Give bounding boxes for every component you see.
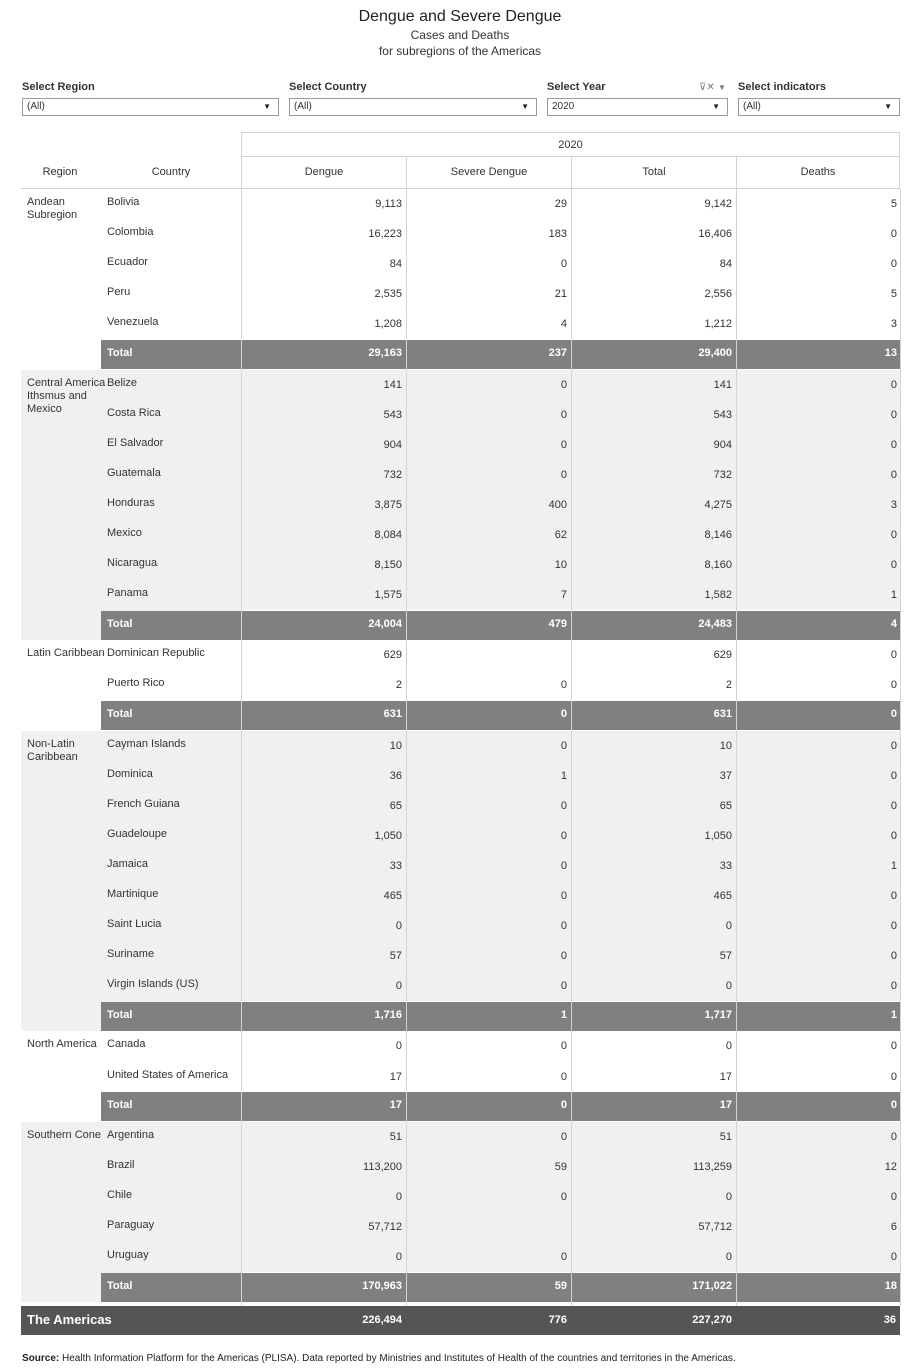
deaths-value: 0 — [890, 920, 897, 933]
severe-dengue-value: 7 — [560, 589, 567, 602]
deaths-value: 0 — [890, 649, 897, 662]
severe-dengue-value: 0 — [560, 438, 567, 451]
chevron-down-icon: ▼ — [712, 102, 720, 111]
table-row — [0, 670, 914, 700]
dengue-value: 17 — [389, 1070, 402, 1083]
table-row — [0, 430, 914, 460]
year-select[interactable] — [547, 98, 728, 116]
severe-dengue-value: 0 — [560, 980, 567, 993]
subtotal-severe-dengue: 0 — [560, 1099, 567, 1112]
table-row — [0, 550, 914, 580]
country-name: Venezuela — [107, 316, 159, 329]
country-name: Dominican Republic — [107, 647, 205, 660]
severe-dengue-value: 0 — [560, 829, 567, 842]
subtotal-deaths: 0 — [890, 1099, 897, 1112]
total-value: 1,050 — [704, 829, 732, 842]
table-row — [0, 761, 914, 791]
total-value: 629 — [713, 649, 732, 662]
dengue-value: 629 — [383, 649, 402, 662]
region-select-value: (All) — [27, 101, 45, 112]
country-name: Bolivia — [107, 196, 140, 208]
dengue-value: 65 — [389, 799, 402, 812]
deaths-value: 0 — [890, 468, 897, 481]
dengue-value: 732 — [383, 468, 402, 481]
deaths-value: 0 — [890, 1130, 897, 1143]
total-value: 543 — [713, 408, 732, 421]
total-value: 732 — [713, 468, 732, 481]
dengue-value: 0 — [395, 1040, 402, 1053]
total-value: 465 — [713, 890, 732, 902]
chevron-down-icon: ▼ — [884, 102, 892, 111]
subtotal-dengue: 170,963 — [362, 1279, 402, 1292]
indicators-filter-label: Select indicators — [738, 81, 827, 93]
subtotal-deaths: 18 — [884, 1279, 897, 1292]
dengue-value: 2,535 — [374, 288, 402, 301]
country-name: Virgin Islands (US) — [107, 978, 199, 991]
severe-dengue-value: 59 — [554, 1160, 567, 1173]
table-row — [0, 1122, 914, 1152]
severe-dengue-value: 0 — [560, 920, 567, 933]
subtotal-row — [101, 340, 900, 369]
severe-dengue-column-header: Severe Dengue — [406, 157, 571, 189]
year-select-value: 2020 — [552, 101, 575, 112]
table-row — [0, 189, 914, 219]
country-name: Canada — [107, 1038, 146, 1051]
subtotal-dengue: 17 — [389, 1099, 402, 1112]
region-label: Non-Latin Caribbean — [27, 737, 78, 763]
total-value: 141 — [713, 378, 732, 391]
total-value: 113,259 — [693, 1160, 732, 1173]
subtotal-severe-dengue: 0 — [560, 708, 567, 720]
table-row — [0, 791, 914, 821]
country-select-value: (All) — [294, 101, 312, 112]
table-row — [0, 1212, 914, 1242]
deaths-column-header: Deaths — [736, 157, 900, 189]
severe-dengue-value: 29 — [554, 198, 567, 210]
column-divider — [241, 189, 242, 1306]
subtotal-deaths: 13 — [884, 347, 897, 359]
deaths-value: 3 — [890, 498, 897, 511]
deaths-value: 0 — [890, 679, 897, 692]
dengue-value: 543 — [383, 408, 402, 421]
country-select[interactable] — [289, 98, 537, 116]
table-row — [0, 370, 914, 400]
deaths-value: 6 — [890, 1220, 897, 1233]
region-label: Central America Ithsmus and Mexico — [27, 376, 106, 415]
severe-dengue-value: 0 — [560, 1040, 567, 1053]
table-row — [0, 309, 914, 339]
table-row — [0, 971, 914, 1001]
total-value: 8,160 — [704, 559, 732, 572]
severe-dengue-value: 0 — [560, 859, 567, 872]
total-value: 2 — [725, 679, 732, 692]
table-row — [0, 460, 914, 490]
total-value: 0 — [725, 980, 732, 993]
column-divider — [571, 189, 572, 1306]
dengue-value: 3,875 — [374, 498, 402, 511]
year-header: 2020 — [241, 132, 900, 157]
country-name: French Guiana — [107, 797, 180, 810]
column-divider — [900, 189, 901, 1306]
country-name: Colombia — [107, 226, 154, 239]
country-name: Paraguay — [107, 1218, 155, 1231]
dengue-value: 0 — [395, 920, 402, 933]
total-value: 51 — [719, 1130, 732, 1143]
indicators-select-value: (All) — [743, 101, 761, 112]
table-row — [0, 1031, 914, 1061]
filter-clear-icon[interactable]: ⊽✕ — [699, 82, 715, 93]
dengue-value: 57 — [389, 950, 402, 963]
severe-dengue-value: 183 — [548, 228, 567, 241]
filter-bar — [0, 80, 914, 120]
country-name: Guatemala — [107, 466, 161, 479]
grand-total-dengue: 226,494 — [362, 1314, 402, 1326]
table-row — [0, 911, 914, 941]
severe-dengue-value: 0 — [560, 1190, 567, 1203]
subtotal-label: Total — [107, 708, 133, 720]
dengue-value: 1,208 — [374, 318, 402, 331]
subtotal-label: Total — [107, 1099, 133, 1112]
subtotal-deaths: 4 — [890, 617, 897, 630]
subtotal-dengue: 29,163 — [368, 347, 402, 359]
subtotal-row — [101, 611, 900, 640]
country-name: Costa Rica — [107, 406, 161, 419]
subtotal-row — [101, 1092, 900, 1121]
subtotal-label: Total — [107, 347, 133, 359]
country-name: Puerto Rico — [107, 677, 165, 690]
total-value: 8,146 — [704, 529, 732, 541]
region-label: North America — [27, 1038, 97, 1051]
severe-dengue-value: 0 — [560, 799, 567, 812]
chevron-down-icon: ▼ — [521, 102, 529, 111]
deaths-value: 0 — [890, 1040, 897, 1053]
table-row — [0, 249, 914, 279]
total-value: 0 — [725, 1190, 732, 1203]
total-column-header: Total — [571, 157, 736, 189]
country-name: Peru — [107, 286, 131, 299]
region-filter-label: Select Region — [22, 81, 95, 93]
deaths-value: 0 — [890, 890, 897, 902]
table-row — [0, 520, 914, 550]
column-divider — [736, 189, 737, 1306]
region-select[interactable] — [22, 98, 279, 116]
dengue-column-header: Dengue — [241, 157, 406, 189]
subtotal-row — [101, 1002, 900, 1031]
country-filter-label: Select Country — [289, 81, 367, 93]
region-column-header: Region — [42, 166, 78, 178]
dengue-value: 2 — [395, 679, 402, 692]
dengue-value: 9,113 — [375, 198, 402, 210]
country-filter — [289, 80, 537, 112]
page-subtitle: Cases and Deaths — [410, 28, 510, 42]
dengue-value: 1,050 — [374, 829, 402, 842]
dengue-value: 33 — [389, 859, 402, 872]
deaths-value: 0 — [890, 799, 897, 812]
severe-dengue-value: 0 — [560, 1130, 567, 1143]
table-row — [0, 1182, 914, 1212]
dengue-value: 84 — [389, 258, 402, 271]
table-row — [0, 490, 914, 520]
deaths-value: 0 — [890, 769, 897, 782]
severe-dengue-value: 0 — [560, 1070, 567, 1083]
deaths-value: 3 — [890, 318, 897, 331]
region-label: Andean Subregion — [27, 196, 78, 221]
grand-total-total: 227,270 — [692, 1314, 732, 1326]
source-text: Health Information Platform for the Americas (PLISA). Data reported by Ministries and Institutes of Health of the countries and territories in the Americas. — [62, 1353, 736, 1364]
subtotal-severe-dengue: 59 — [554, 1279, 567, 1292]
subtotal-row — [101, 1273, 900, 1302]
dengue-value: 113,200 — [363, 1160, 402, 1173]
page-title: Dengue and Severe Dengue — [358, 8, 562, 25]
severe-dengue-value: 0 — [560, 468, 567, 481]
severe-dengue-value: 400 — [548, 498, 567, 511]
total-value: 0 — [725, 1251, 732, 1263]
severe-dengue-value: 0 — [560, 408, 567, 421]
subtotal-total: 29,400 — [698, 347, 732, 359]
table-row — [0, 881, 914, 911]
severe-dengue-value: 0 — [560, 1251, 567, 1263]
dengue-value: 0 — [395, 1190, 402, 1203]
dengue-value: 10 — [389, 739, 402, 752]
dengue-value: 8,150 — [374, 559, 402, 572]
country-name: Uruguay — [107, 1249, 149, 1261]
country-name: Belize — [107, 376, 137, 389]
total-value: 16,406 — [698, 228, 732, 241]
table-row — [0, 941, 914, 971]
total-value: 17 — [719, 1070, 732, 1083]
country-name: Saint Lucia — [107, 918, 162, 931]
subtotal-severe-dengue: 479 — [548, 617, 567, 630]
deaths-value: 12 — [884, 1160, 897, 1173]
table-row — [0, 821, 914, 851]
dengue-value: 8,084 — [374, 529, 402, 541]
table-row — [0, 1062, 914, 1092]
country-name: Ecuador — [107, 256, 148, 269]
region-label: Latin Caribbean — [27, 647, 105, 660]
dengue-value: 36 — [389, 769, 402, 782]
dengue-value: 1,575 — [374, 589, 402, 602]
total-value: 10 — [719, 739, 732, 752]
total-value: 2,556 — [704, 288, 732, 301]
year-filter-label: Select Year — [547, 81, 606, 93]
subtotal-total: 24,483 — [698, 617, 732, 630]
total-value: 0 — [725, 920, 732, 933]
severe-dengue-value: 0 — [560, 378, 567, 391]
country-name: El Salvador — [107, 436, 164, 449]
deaths-value: 0 — [890, 1251, 897, 1263]
severe-dengue-value: 0 — [560, 739, 567, 752]
total-value: 904 — [713, 438, 732, 451]
subtotal-total: 171,022 — [692, 1279, 732, 1292]
subtotal-deaths: 1 — [890, 1008, 897, 1021]
subtotal-label: Total — [107, 1279, 133, 1292]
severe-dengue-value: 10 — [554, 559, 567, 572]
deaths-value: 0 — [890, 559, 897, 572]
severe-dengue-value: 62 — [554, 529, 567, 541]
country-name: Argentina — [107, 1128, 155, 1141]
dengue-value: 904 — [383, 438, 402, 451]
page-subtitle-2: for subregions of the Americas — [378, 44, 542, 58]
deaths-value: 0 — [890, 739, 897, 752]
chevron-down-icon: ▼ — [263, 102, 271, 111]
deaths-value: 0 — [890, 258, 897, 271]
severe-dengue-value: 0 — [560, 258, 567, 271]
total-value: 33 — [719, 859, 732, 872]
subtotal-total: 1,717 — [704, 1008, 732, 1021]
total-value: 9,142 — [704, 198, 732, 210]
country-name: Cayman Islands — [107, 737, 186, 750]
deaths-value: 0 — [890, 529, 897, 541]
country-name: Chile — [107, 1188, 133, 1201]
source-note — [22, 1353, 736, 1364]
region-label: Southern Cone — [27, 1128, 101, 1141]
table-row — [0, 851, 914, 881]
total-value: 1,212 — [704, 318, 732, 331]
dengue-value: 141 — [383, 378, 402, 391]
table-row — [0, 1242, 914, 1272]
grand-total-label: The Americas — [27, 1312, 112, 1327]
year-filter — [547, 80, 728, 112]
dashboard-titles — [0, 7, 914, 59]
dengue-value: 465 — [383, 890, 402, 902]
table-row — [0, 279, 914, 309]
deaths-value: 0 — [890, 378, 897, 391]
deaths-value: 5 — [890, 198, 897, 210]
grand-total-severe: 776 — [548, 1314, 567, 1326]
severe-dengue-value: 0 — [560, 950, 567, 963]
deaths-value: 5 — [890, 288, 897, 301]
subtotal-dengue: 631 — [383, 708, 402, 720]
country-name: United States of America — [107, 1068, 229, 1081]
country-name: Mexico — [107, 527, 142, 539]
deaths-value: 0 — [890, 950, 897, 963]
indicators-filter — [738, 80, 900, 112]
total-value: 0 — [725, 1040, 732, 1053]
deaths-value: 0 — [890, 438, 897, 451]
dengue-value: 16,223 — [368, 228, 402, 241]
total-value: 57,712 — [698, 1220, 732, 1233]
country-name: Honduras — [107, 496, 155, 509]
severe-dengue-value: 0 — [560, 679, 567, 692]
table-row — [0, 1152, 914, 1182]
subtotal-label: Total — [107, 1008, 133, 1021]
source-label: Source: — [22, 1353, 60, 1364]
table-row — [0, 580, 914, 610]
deaths-value: 1 — [890, 589, 897, 602]
region-filter — [22, 80, 279, 112]
subtotal-total: 17 — [719, 1099, 732, 1112]
grand-total-deaths: 36 — [883, 1314, 896, 1326]
table-row — [0, 219, 914, 249]
table-row — [0, 640, 914, 670]
deaths-value: 0 — [890, 1070, 897, 1083]
table-row — [0, 400, 914, 430]
country-column-header: Country — [151, 166, 191, 178]
severe-dengue-value: 21 — [554, 288, 567, 301]
country-name: Suriname — [107, 948, 155, 961]
total-value: 4,275 — [704, 498, 732, 511]
subtotal-deaths: 0 — [890, 708, 897, 720]
total-value: 37 — [719, 769, 732, 782]
grand-total-row — [21, 1306, 900, 1335]
dengue-value: 0 — [395, 980, 402, 993]
indicators-select[interactable] — [738, 98, 900, 116]
severe-dengue-value: 0 — [560, 890, 567, 902]
deaths-value: 0 — [890, 408, 897, 421]
deaths-value: 1 — [890, 859, 897, 872]
dengue-value: 57,712 — [368, 1220, 402, 1233]
severe-dengue-value: 1 — [560, 769, 567, 782]
country-name: Dominica — [107, 767, 153, 780]
deaths-value: 0 — [890, 980, 897, 993]
severe-dengue-value: 4 — [560, 318, 567, 331]
subtotal-row — [101, 701, 900, 730]
filter-menu-chevron-icon[interactable]: ▼ — [718, 83, 726, 92]
subtotal-severe-dengue: 237 — [548, 347, 567, 359]
subtotal-dengue: 24,004 — [368, 617, 402, 630]
subtotal-total: 631 — [713, 708, 732, 720]
dengue-value: 0 — [395, 1251, 402, 1263]
country-name: Jamaica — [107, 857, 148, 870]
country-name: Guadeloupe — [107, 827, 167, 840]
country-name: Brazil — [107, 1158, 135, 1171]
subtotal-label: Total — [107, 617, 133, 630]
dengue-value: 51 — [389, 1130, 402, 1143]
deaths-value: 0 — [890, 1190, 897, 1203]
total-value: 57 — [719, 950, 732, 963]
deaths-value: 0 — [890, 829, 897, 842]
table-row — [0, 731, 914, 761]
country-name: Panama — [107, 587, 148, 600]
deaths-value: 0 — [890, 228, 897, 241]
subtotal-dengue: 1,716 — [374, 1008, 402, 1021]
total-value: 84 — [719, 258, 732, 271]
total-value: 65 — [719, 799, 732, 812]
country-name: Martinique — [107, 888, 159, 900]
country-name: Nicaragua — [107, 557, 158, 570]
subtotal-severe-dengue: 1 — [560, 1008, 567, 1021]
column-divider — [406, 189, 407, 1306]
total-value: 1,582 — [704, 589, 732, 602]
